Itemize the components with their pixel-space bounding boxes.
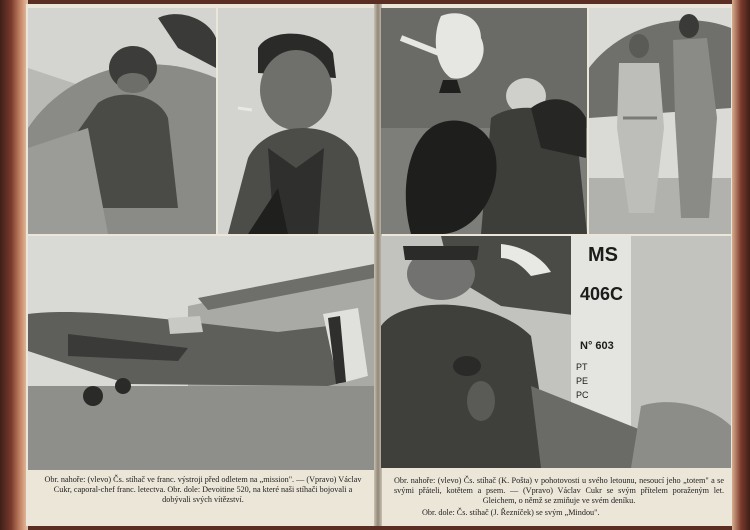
book-edge-left: [0, 0, 28, 530]
tail-marking-pt: PT: [576, 362, 588, 372]
book-edge-right: [732, 0, 750, 530]
photo-reznicek-with-minda: [381, 236, 731, 468]
tail-marking-406c: 406C: [580, 284, 624, 304]
tail-marking-ms: MS: [588, 244, 618, 266]
right-page-caption-2: Obr. dole: Čs. stíhač (J. Řezníček) se svým „Mindou".: [422, 508, 600, 517]
photo-devoitine-520: [28, 236, 374, 470]
photo-cukr-with-friend: [589, 8, 731, 234]
photo-pilot-cockpit: [28, 8, 216, 234]
tail-marking-pe: PE: [576, 376, 589, 386]
photo-vaclav-cukr: [218, 8, 374, 234]
right-page-caption: Obr. nahoře: (vlevo) Čs. stíhač (K. Pošta) v pohotovosti u svého letounu, nesoucí jeho „totem" a se svými přáteli, kotětem a psem. — (Vpravo) Václav Cukr se svým přítelem poraženým let. Gleichem, o němž se zmiňuje ve svém deníku.: [394, 476, 724, 506]
tail-marking-pc: PC: [576, 390, 589, 400]
photo-pilot-with-totem: [381, 8, 587, 234]
plane-tail-markings: [572, 240, 634, 440]
left-page-caption: Obr. nahoře: (vlevo) Čs. stíhač ve franc. výstroji před odletem na „mission". — (Vpravo) Václav Cukr, caporal-chef franc. letectva. Obr. dole: Devoitine 520, na které naši stíhači bojovali a dobývali svých vítězství.: [44, 475, 362, 505]
tail-marking-n603: N° 603: [580, 340, 614, 352]
